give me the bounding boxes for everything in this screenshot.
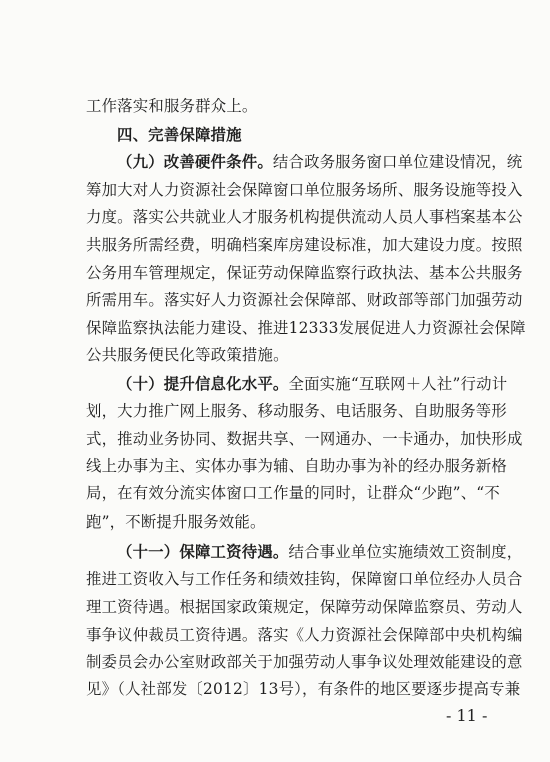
paragraph-first-line xyxy=(117,375,507,393)
paragraph-first-line xyxy=(117,543,522,561)
line-text: 见》（人社部发〔2012〕13号），有条件的地区要逐步提高专兼 xyxy=(86,680,521,698)
line-text: 筹加大对人力资源社会保障窗口单位服务场所、服务设施等投入 xyxy=(86,181,523,199)
line-text: 力度。落实公共就业人才服务机构提供流动人员人事档案基本公 xyxy=(86,208,523,226)
text-line xyxy=(86,457,507,475)
text-line xyxy=(86,598,523,616)
line-text: 公共服务便民化等政策措施。 xyxy=(86,346,289,364)
line-text: 划，大力推广网上服务、移动服务、电话服务、自助服务等形 xyxy=(86,402,507,420)
line-text: 理工资待遇。根据国家政策规定，保障劳动保障监察员、劳动人 xyxy=(86,598,523,616)
paragraph-lead: （十一）保障工资待遇。 xyxy=(117,543,289,561)
line-text: 式，推动业务协同、数据共享、一网通办、一卡通办，加快形成 xyxy=(86,430,523,448)
line-text: 全面实施“互联网＋人社”行动计 xyxy=(288,375,508,393)
paragraph-lead: （十）提升信息化水平。 xyxy=(117,375,289,393)
line-text: 局，在有效分流实体窗口工作量的同时，让群众“少跑”、“不 xyxy=(86,484,500,502)
paragraph-lead: （九）改善硬件条件。 xyxy=(117,153,273,171)
text-line xyxy=(86,181,523,199)
text-line xyxy=(86,430,523,448)
text-line xyxy=(86,680,520,698)
line-text: 线上办事为主、实体办事为辅、自助办事为补的经办服务新格 xyxy=(86,457,507,475)
paragraph-first-line xyxy=(117,153,522,171)
text-line xyxy=(86,264,523,282)
heading-text: 四、完善保障措施 xyxy=(117,126,242,144)
text-line xyxy=(86,402,507,420)
text-line xyxy=(86,346,289,364)
text-line xyxy=(86,236,523,254)
line-text: 所需用车。落实好人力资源社会保障部、财政部等部门加强劳动 xyxy=(86,291,523,309)
line-text: 保障监察执法能力建设、推进12333发展促进人力资源社会保障 xyxy=(86,319,526,337)
line-text: 公务用车管理规定，保证劳动保障监察行政执法、基本公共服务 xyxy=(86,264,523,282)
line-text: 结合事业单位实施绩效工资制度， xyxy=(288,543,523,561)
section-heading xyxy=(117,126,242,144)
text-line xyxy=(86,484,500,502)
line-text: 制委员会办公室财政部关于加强劳动人事争议处理效能建设的意 xyxy=(86,653,523,671)
line-text: 跑”，不断提升服务效能。 xyxy=(86,513,266,531)
page-number: - 11 - xyxy=(446,706,488,725)
text-line xyxy=(86,319,526,337)
text-line xyxy=(86,513,266,531)
text-line xyxy=(86,208,523,226)
line-text: 推进工资收入与工作任务和绩效挂钩，保障窗口单位经办人员合 xyxy=(86,570,523,588)
text-line xyxy=(86,653,523,671)
line-text: 事争议仲裁员工资待遇。落实《人力资源社会保障部中央机构编 xyxy=(86,626,523,644)
text-line xyxy=(86,570,523,588)
line-text: 工作落实和服务群众上。 xyxy=(86,97,258,115)
text-line xyxy=(86,291,523,309)
text-line xyxy=(86,97,258,115)
text-line xyxy=(86,626,523,644)
line-text: 结合政务服务窗口单位建设情况，统 xyxy=(272,153,523,171)
line-text: 共服务所需经费，明确档案库房建设标准，加大建设力度。按照 xyxy=(86,236,523,254)
